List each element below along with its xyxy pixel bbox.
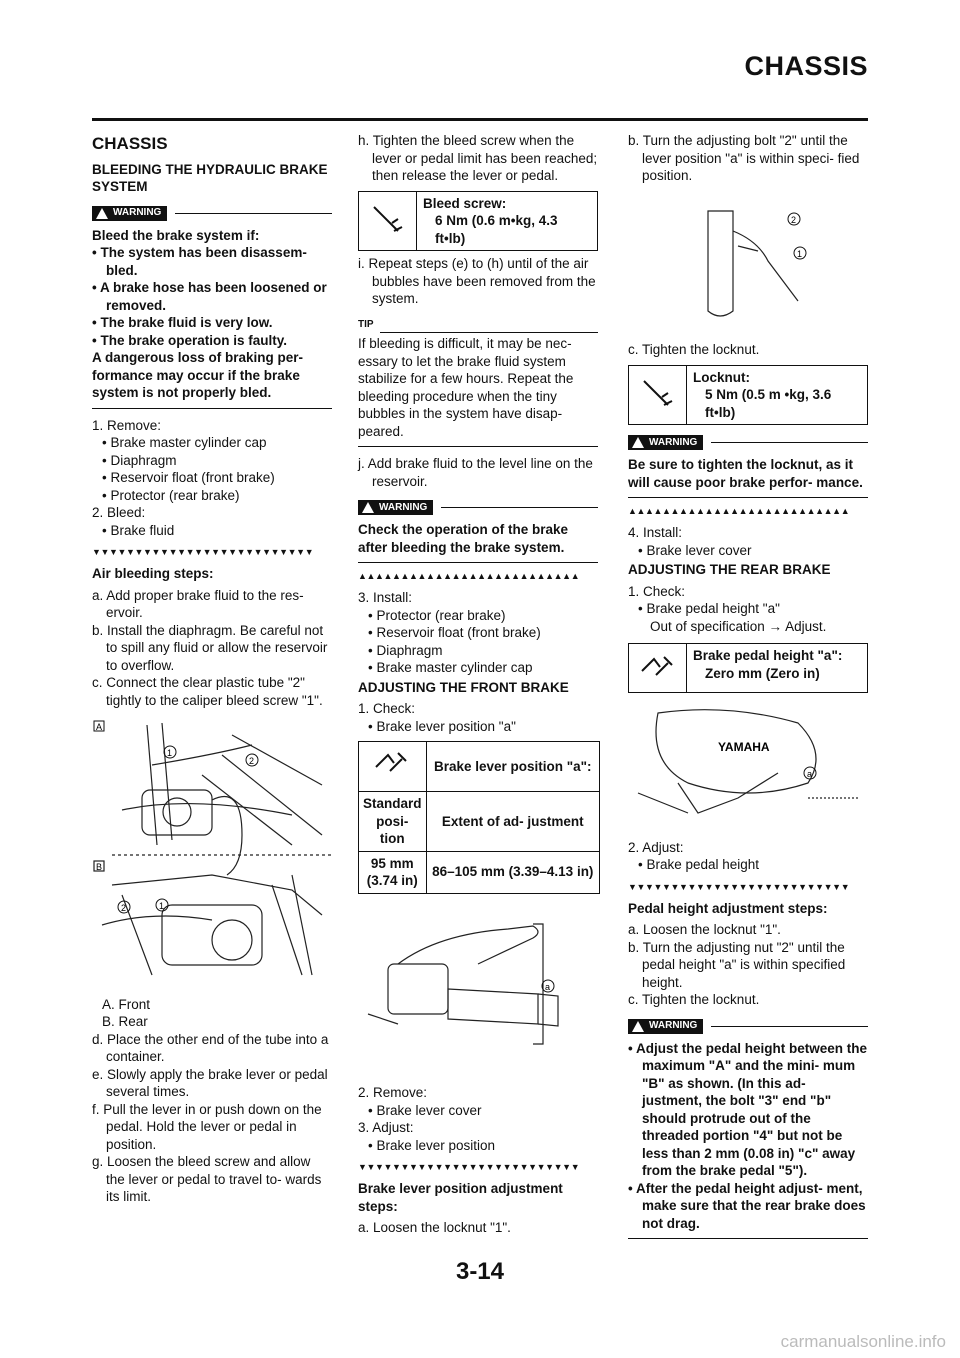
adjust-front-title: ADJUSTING THE FRONT BRAKE (358, 679, 569, 695)
steps-end-marker: ▲▲▲▲▲▲▲▲▲▲▲▲▲▲▲▲▲▲▲▲▲▲▲▲▲▲ (628, 506, 850, 516)
steps-start-marker: ▼▼▼▼▼▼▼▼▼▼▼▼▼▼▼▼▼▼▼▼▼▼▼▼▼▼ (92, 547, 314, 557)
watermark: carmanualsonline.info (780, 1331, 946, 1351)
column-1: CHASSIS BLEEDING THE HYDRAULIC BRAKE SYSTEM WARNING Bleed the brake system if: • The system has been disassem- bled. • A brake hose has been loosened or removed. • The brake fluid is very low. • The brake operation is faulty. A dangerous loss of braking per- formance may occur if the brake system is not properly bled. 1. Remove: • Brake master cylinder cap • Diaphragm • Reservoir float (front brake) • Protector (rear brake) 2. Bleed: • Brake fluid ▼▼▼▼▼▼▼▼▼▼▼▼▼▼▼▼▼▼▼▼▼▼▼▼▼▼ Air bleeding steps: a. Add proper brake fluid to the res- ervoir. b. Install the diaphragm. Be careful not to spill any fluid or allow the reservoir to overflow. c. Connect the clear plastic tube "2" tightly to the caliper bleed screw "1". A B 1 2 1 2 A. Front B. Rear d. Place the other end of the tube into a container. e. Slowly apply the brake lever or pedal several times. f. Pull the lever in or push down on the pedal. Hold the lever or pedal in position. g. Loosen the bleed screw and allow the lever or pedal to travel to- wards its limit. (92, 132, 332, 1206)
svg-text:1: 1 (797, 248, 803, 259)
header-rule (92, 118, 868, 121)
lever-adjust-title: Brake lever position adjustment steps: (358, 1181, 563, 1214)
brake-lever-position-table: Brake lever position "a": Standard posi- tion Extent of ad- justment 95 mm (3.74 in) 86–105 mm (3.39–4.13 in) (358, 741, 600, 894)
tip-body: If bleeding is difficult, it may be nec- essary to let the brake fluid system stabilize for a few hours. Repeat the bleeding procedure when the tiny bubbles in the system have disap- peared. (358, 335, 598, 447)
caliper-figure (92, 715, 332, 985)
torque-wrench-icon (629, 366, 687, 425)
column-2: h. Tighten the bleed screw when the lever or pedal limit has been reached; then release the lever or pedal. Bleed screw: 6 Nm (0.6 m•kg, 4.3 ft•lb) i. Repeat steps (e) to (h) until of the air bubbles have been removed from the system. TIP If bleeding is difficult, it may be nec- essary to let the brake fluid system stabilize for a few hours. Repeat the bleeding procedure when the tiny bubbles in the system have disap- peared. j. Add brake fluid to the level line on the reservoir. WARNING Check the operation of the brake after bleeding the brake system. ▲▲▲▲▲▲▲▲▲▲▲▲▲▲▲▲▲▲▲▲▲▲▲▲▲▲ 3. Install: • Protector (rear brake) • Reservoir float (front brake) • Diaphragm • Brake master cylinder cap ADJUSTING THE FRONT BRAKE 1. Check: • Brake lever position "a" Brake lever position "a": Standard posi- tion Extent of ad- justment 95 mm (3.74 in) 86–105 mm (3.39–4.13 in) a 2. Remove: • Brake lever cover 3. Adjust: • Brake lever position ▼▼▼▼▼▼▼▼▼▼▼▼▼▼▼▼▼▼▼▼▼▼▼▼▼▼ Brake lever position adjustment steps: a. Loosen the locknut "1". (358, 132, 598, 1237)
svg-text:A: A (96, 722, 103, 732)
svg-text:a: a (545, 981, 551, 992)
warning-header: WARNING (358, 500, 598, 515)
adjusting-bolt-figure (628, 191, 868, 331)
warning-icon (632, 437, 644, 448)
subsection-title: BLEEDING THE HYDRAULIC BRAKE SYSTEM (92, 161, 328, 194)
check-icon (359, 742, 427, 792)
warning-badge: WARNING (92, 206, 167, 221)
tip-header: TIP (358, 316, 598, 334)
column-3: b. Turn the adjusting bolt "2" until the lever position "a" is within speci- fied position. 2 1 c. Tighten the locknut. Locknut: 5 Nm (0.5 m •kg, 3.6 ft•lb) WARNING Be sure to tighten the locknut, as it will cause poor brake perfor- mance. ▲▲▲▲▲▲▲▲▲▲▲▲▲▲▲▲▲▲▲▲▲▲▲▲▲▲ 4. Install: • Brake lever cover ADJUSTING THE REAR BRAKE 1. Check: • Brake pedal height "a" Out of specification → Adjust. Brake pedal height "a": Zero mm (Zero in) YAMAHA a 2. Adjust: • Brake pedal height ▼▼▼▼▼▼▼▼▼▼▼▼▼▼▼▼▼▼▼▼▼▼▼▼▼▼ Pedal height adjustment steps: a. Loosen the locknut "1". b. Turn the adjusting nut "2" until the pedal height "a" is within specified height. c. Tighten the locknut. WARNING • Adjust the pedal height between the maximum "A" and the mini- mum "B" as shown. (In this ad- justment, the bolt "3" end "b" should protrude out of the threaded portion "4" but not be less than 2 mm (0.08 in) "c" away from the brake pedal "5"). • After the pedal height adjust- ment, make sure that the rear brake does not drag. (628, 132, 868, 1247)
svg-text:2: 2 (121, 903, 127, 913)
page-number: 3-14 (455, 1258, 505, 1285)
svg-text:1: 1 (159, 901, 165, 911)
torque-wrench-icon (359, 192, 417, 251)
svg-text:2: 2 (249, 756, 255, 766)
warning-body: Check the operation of the brake after bleeding the brake system. (358, 521, 598, 563)
warning-header: WARNING (628, 435, 868, 450)
pedal-adjust-title: Pedal height adjustment steps: (628, 900, 828, 916)
warning-body: Bleed the brake system if: • The system has been disassem- bled. • A brake hose has been loosened or removed. • The brake fluid is very low. • The brake operation is faulty. A dangerous loss of braking per- formance may occur if the brake system is not properly bled. (92, 227, 332, 409)
brake-pedal-figure (628, 703, 868, 828)
check-icon (629, 644, 687, 692)
spec-locknut: Locknut: 5 Nm (0.5 m •kg, 3.6 ft•lb) (628, 365, 868, 426)
steps-start-marker: ▼▼▼▼▼▼▼▼▼▼▼▼▼▼▼▼▼▼▼▼▼▼▼▼▼▼ (358, 1162, 580, 1172)
warning-icon (362, 502, 374, 513)
air-bleeding-title: Air bleeding steps: (92, 566, 214, 581)
warning-body: Be sure to tighten the locknut, as it will cause poor brake perfor- mance. (628, 456, 868, 498)
section-title: CHASSIS (92, 134, 168, 153)
svg-text:2: 2 (791, 214, 797, 225)
warning-header: WARNING (628, 1019, 868, 1034)
svg-text:YAMAHA: YAMAHA (718, 740, 770, 754)
warning-icon (632, 1021, 644, 1032)
spec-pedal-height: Brake pedal height "a": Zero mm (Zero in) (628, 643, 868, 693)
caption-rear: B. Rear (102, 1014, 148, 1029)
svg-text:a: a (807, 769, 813, 779)
adjust-rear-title: ADJUSTING THE REAR BRAKE (628, 562, 831, 577)
step-remove: 1. Remove: (92, 417, 162, 433)
step-bleed: 2. Bleed: (92, 505, 146, 520)
warning-icon (96, 208, 108, 219)
caption-front: A. Front (102, 996, 151, 1012)
svg-text:B: B (96, 862, 103, 872)
warning-body: • Adjust the pedal height between the maximum "A" and the mini- mum "B" as shown. (In this ad- justment, the bolt "3" end "b" should protrude out of the threaded portion "4" but not be less than 2 mm (0.08 in) "c" away from the brake pedal "5"). • After the pedal height adjust- ment, make sure that the rear brake does not drag. (628, 1040, 868, 1240)
page-header-title: CHASSIS (744, 51, 868, 81)
spec-bleed-screw: Bleed screw: 6 Nm (0.6 m•kg, 4.3 ft•lb) (358, 191, 598, 252)
steps-start-marker: ▼▼▼▼▼▼▼▼▼▼▼▼▼▼▼▼▼▼▼▼▼▼▼▼▼▼ (628, 881, 850, 892)
warning-header (92, 206, 332, 221)
steps-end-marker: ▲▲▲▲▲▲▲▲▲▲▲▲▲▲▲▲▲▲▲▲▲▲▲▲▲▲ (358, 571, 580, 581)
svg-text:1: 1 (167, 748, 173, 758)
brake-lever-figure (358, 904, 598, 1074)
